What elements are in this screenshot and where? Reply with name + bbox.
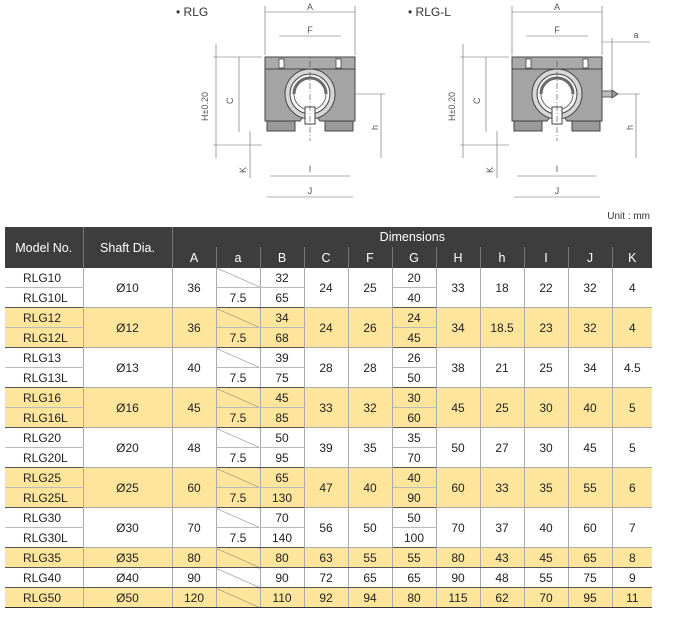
cell-a-small	[216, 268, 260, 288]
cell-i: 25	[524, 348, 568, 388]
cell-h-small: 33	[480, 468, 524, 508]
cell-h: 70	[436, 508, 480, 548]
cell-k: 9	[612, 568, 652, 588]
dim-k-label: K	[238, 166, 248, 173]
cell-b: 75	[260, 368, 304, 388]
cell-f: 50	[348, 508, 392, 548]
cell-k: 7	[612, 508, 652, 548]
dim-j-label-l: J	[554, 186, 560, 196]
table-row	[5, 588, 652, 608]
cell-a-small: 7.5	[216, 288, 260, 308]
cell-a-small: 7.5	[216, 408, 260, 428]
dim-a-small-label-l: a	[633, 30, 639, 40]
cell-b: 68	[260, 328, 304, 348]
cell-h: 60	[436, 468, 480, 508]
cell-a-small	[216, 388, 260, 408]
table-row	[5, 548, 652, 568]
cell-j: 75	[568, 568, 612, 588]
cell-a-small	[216, 428, 260, 448]
cell-g: 100	[392, 528, 436, 548]
dim-h-label-l: h	[625, 124, 635, 130]
model-cell: RLG13	[5, 348, 83, 368]
cell-a-small	[216, 308, 260, 328]
cell-b: 80	[260, 548, 304, 568]
shaft-cell: Ø25	[83, 468, 172, 508]
dim-k-label-l: K	[485, 166, 495, 173]
cell-k: 5	[612, 388, 652, 428]
cell-a-small	[216, 508, 260, 528]
cell-k: 5	[612, 428, 652, 468]
cell-a: 90	[172, 568, 216, 588]
cell-h-small: 25	[480, 388, 524, 428]
cell-c: 56	[304, 508, 348, 548]
model-cell: RLG25	[5, 468, 83, 488]
cell-j: 45	[568, 428, 612, 468]
cell-j: 32	[568, 268, 612, 308]
model-cell: RLG16L	[5, 408, 83, 428]
shaft-cell: Ø12	[83, 308, 172, 348]
cell-f: 94	[348, 588, 392, 608]
shaft-cell: Ø20	[83, 428, 172, 468]
cell-h-small: 18	[480, 268, 524, 308]
cell-c: 92	[304, 588, 348, 608]
dim-c-label-l: C	[472, 97, 482, 104]
drawing-title-rlg: • RLG	[176, 5, 209, 19]
cell-a: 48	[172, 428, 216, 468]
header-col-k: K	[612, 247, 652, 268]
model-cell: RLG40	[5, 568, 83, 588]
dim-c-label: C	[225, 97, 235, 104]
cell-a-small	[216, 348, 260, 368]
cell-a-small	[216, 548, 260, 568]
cell-i: 45	[524, 548, 568, 568]
header-col-j: J	[568, 247, 612, 268]
dimensions-table	[5, 227, 652, 608]
header-shaft-dia: Shaft Dia.	[83, 227, 172, 268]
cell-c: 39	[304, 428, 348, 468]
cell-i: 23	[524, 308, 568, 348]
cell-g: 90	[392, 488, 436, 508]
dim-i-label-l: I	[555, 164, 559, 174]
cell-k: 4	[612, 308, 652, 348]
cell-a-small: 7.5	[216, 368, 260, 388]
cell-g: 30	[392, 388, 436, 408]
cell-a: 36	[172, 308, 216, 348]
table-row	[5, 508, 652, 528]
header-col-b: B	[260, 247, 304, 268]
cell-k: 4	[612, 268, 652, 308]
cell-g: 26	[392, 348, 436, 368]
cell-g: 50	[392, 368, 436, 388]
dim-i-label: I	[308, 164, 312, 174]
dim-f-label-l: F	[554, 25, 560, 35]
cell-j: 34	[568, 348, 612, 388]
cell-a: 40	[172, 348, 216, 388]
header-col-i: I	[524, 247, 568, 268]
cell-c: 28	[304, 348, 348, 388]
cell-b: 95	[260, 448, 304, 468]
dim-f-label: F	[307, 25, 313, 35]
shaft-cell: Ø30	[83, 508, 172, 548]
cell-b: 39	[260, 348, 304, 368]
cell-b: 65	[260, 288, 304, 308]
header-col-a: a	[216, 247, 260, 268]
cell-c: 24	[304, 308, 348, 348]
model-cell: RLG13L	[5, 368, 83, 388]
shaft-cell: Ø35	[83, 548, 172, 568]
cell-a: 80	[172, 548, 216, 568]
table-row	[5, 308, 652, 328]
cell-i: 40	[524, 508, 568, 548]
header-col-f: F	[348, 247, 392, 268]
cell-f: 55	[348, 548, 392, 568]
cell-b: 32	[260, 268, 304, 288]
cell-h: 90	[436, 568, 480, 588]
cell-b: 50	[260, 428, 304, 448]
cell-i: 70	[524, 588, 568, 608]
cell-a: 60	[172, 468, 216, 508]
cell-a-small: 7.5	[216, 488, 260, 508]
cell-k: 11	[612, 588, 652, 608]
dim-h-total-label-l: H±0.20	[447, 92, 457, 121]
model-cell: RLG16	[5, 388, 83, 408]
cell-h: 45	[436, 388, 480, 428]
cell-h-small: 48	[480, 568, 524, 588]
table-row	[5, 348, 652, 368]
cell-f: 65	[348, 568, 392, 588]
model-cell: RLG20L	[5, 448, 83, 468]
cell-g: 50	[392, 508, 436, 528]
cell-b: 70	[260, 508, 304, 528]
table-row	[5, 388, 652, 408]
cell-b: 34	[260, 308, 304, 328]
header-col-h: H	[436, 247, 480, 268]
cell-a: 120	[172, 588, 216, 608]
dim-h-label: h	[370, 124, 380, 130]
cell-f: 40	[348, 468, 392, 508]
cell-h-small: 37	[480, 508, 524, 548]
table-row	[5, 428, 652, 448]
cell-i: 30	[524, 388, 568, 428]
cell-h: 115	[436, 588, 480, 608]
model-cell: RLG10L	[5, 288, 83, 308]
model-cell: RLG12	[5, 308, 83, 328]
dim-a-label-l: A	[553, 2, 561, 12]
cell-a-small	[216, 588, 260, 608]
cell-b: 140	[260, 528, 304, 548]
cell-g: 80	[392, 588, 436, 608]
cell-a-small: 7.5	[216, 528, 260, 548]
cell-f: 25	[348, 268, 392, 308]
model-cell: RLG30	[5, 508, 83, 528]
dim-a-label: A	[306, 2, 314, 12]
model-cell: RLG25L	[5, 488, 83, 508]
cell-f: 35	[348, 428, 392, 468]
cell-b: 110	[260, 588, 304, 608]
cell-c: 47	[304, 468, 348, 508]
model-cell: RLG10	[5, 268, 83, 288]
cell-h: 33	[436, 268, 480, 308]
header-col-g: G	[392, 247, 436, 268]
cell-h: 80	[436, 548, 480, 568]
shaft-cell: Ø50	[83, 588, 172, 608]
dim-h-total-label: H±0.20	[200, 92, 210, 121]
cell-b: 85	[260, 408, 304, 428]
cell-g: 40	[392, 288, 436, 308]
cell-b: 65	[260, 468, 304, 488]
cell-i: 55	[524, 568, 568, 588]
cell-g: 20	[392, 268, 436, 288]
model-cell: RLG12L	[5, 328, 83, 348]
cell-j: 65	[568, 548, 612, 568]
cell-k: 6	[612, 468, 652, 508]
header-col-h-small: h	[480, 247, 524, 268]
cell-a-small	[216, 468, 260, 488]
cell-g: 24	[392, 308, 436, 328]
table-row	[5, 468, 652, 488]
cell-h: 50	[436, 428, 480, 468]
model-cell: RLG30L	[5, 528, 83, 548]
cell-k: 4.5	[612, 348, 652, 388]
cell-b: 90	[260, 568, 304, 588]
cell-c: 33	[304, 388, 348, 428]
cell-h: 34	[436, 308, 480, 348]
unit-label: Unit : mm	[607, 211, 650, 222]
cell-g: 70	[392, 448, 436, 468]
cell-h-small: 43	[480, 548, 524, 568]
cell-i: 30	[524, 428, 568, 468]
cell-a-small	[216, 568, 260, 588]
cell-h-small: 21	[480, 348, 524, 388]
cell-g: 60	[392, 408, 436, 428]
cell-k: 8	[612, 548, 652, 568]
shaft-cell: Ø16	[83, 388, 172, 428]
cell-j: 95	[568, 588, 612, 608]
drawing-title-rlg-l: • RLG-L	[408, 5, 451, 19]
model-cell: RLG50	[5, 588, 83, 608]
cell-h: 38	[436, 348, 480, 388]
cell-g: 35	[392, 428, 436, 448]
dim-j-label: J	[307, 186, 313, 196]
cell-f: 28	[348, 348, 392, 388]
model-cell: RLG35	[5, 548, 83, 568]
shaft-cell: Ø10	[83, 268, 172, 308]
table-row	[5, 568, 652, 588]
cell-j: 40	[568, 388, 612, 428]
technical-drawings	[0, 0, 686, 212]
header-col-c: C	[304, 247, 348, 268]
shaft-cell: Ø13	[83, 348, 172, 388]
cell-c: 24	[304, 268, 348, 308]
header-dimensions: Dimensions	[172, 227, 652, 247]
cell-i: 22	[524, 268, 568, 308]
cell-a-small: 7.5	[216, 448, 260, 468]
header-col-a: A	[172, 247, 216, 268]
header-model-no: Model No.	[5, 227, 83, 268]
cell-g: 55	[392, 548, 436, 568]
cell-b: 45	[260, 388, 304, 408]
cell-h-small: 27	[480, 428, 524, 468]
cell-i: 35	[524, 468, 568, 508]
model-cell: RLG20	[5, 428, 83, 448]
cell-j: 60	[568, 508, 612, 548]
cell-a: 70	[172, 508, 216, 548]
cell-c: 63	[304, 548, 348, 568]
cell-a: 45	[172, 388, 216, 428]
cell-c: 72	[304, 568, 348, 588]
cell-g: 40	[392, 468, 436, 488]
table-row	[5, 268, 652, 288]
cell-h-small: 62	[480, 588, 524, 608]
cell-g: 45	[392, 328, 436, 348]
cell-a-small: 7.5	[216, 328, 260, 348]
cell-j: 32	[568, 308, 612, 348]
cell-f: 26	[348, 308, 392, 348]
cell-a: 36	[172, 268, 216, 308]
cell-b: 130	[260, 488, 304, 508]
shaft-cell: Ø40	[83, 568, 172, 588]
cell-h-small: 18.5	[480, 308, 524, 348]
cell-j: 55	[568, 468, 612, 508]
cell-g: 65	[392, 568, 436, 588]
cell-f: 32	[348, 388, 392, 428]
